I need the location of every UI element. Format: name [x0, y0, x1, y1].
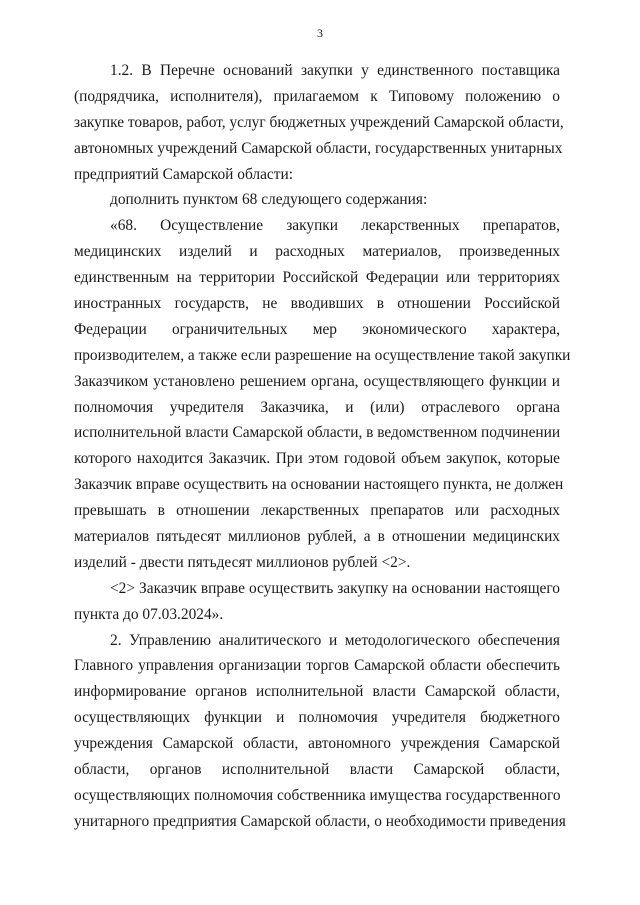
text-line: области, органов исполнительной власти Самарской области, — [74, 761, 560, 779]
text-line: пункта до 07.03.2024». — [74, 605, 224, 623]
page-number: 3 — [317, 26, 323, 40]
text-line: Заказчиком установлено решением органа, осуществляющего функции и — [74, 372, 560, 390]
paragraph-p4 — [74, 576, 560, 628]
text-line: Федерации ограничительных мер экономического характера, — [74, 320, 560, 338]
text-line: исполнительной власти Самарской области, в ведомственном подчинении — [74, 424, 561, 442]
text-line: предприятий Самарской области: — [74, 165, 293, 183]
text-line: материалов пятьдесят миллионов рублей, а в отношении медицинских — [74, 528, 560, 546]
text-line: изделий - двести пятьдесят миллионов рублей <2>. — [74, 553, 411, 571]
text-line: единственным на территории Российской Федерации или территориях — [74, 269, 560, 287]
text-line: Главного управления организации торгов Самарской области обеспечить — [74, 657, 560, 675]
text-line: полномочия учредителя Заказчика, и (или) отраслевого органа — [74, 398, 560, 416]
text-line: производителем, а также если разрешение на осуществление такой закупки — [74, 346, 571, 364]
paragraph-p5 — [74, 628, 566, 835]
text-line: осуществляющих функции и полномочия учредителя бюджетного — [74, 709, 560, 727]
text-line: закупке товаров, работ, услуг бюджетных учреждений Самарской области, — [74, 113, 564, 131]
text-line: 2. Управлению аналитического и методологического обеспечения — [110, 631, 560, 649]
text-line: медицинских изделий и расходных материалов, произведенных — [74, 243, 560, 261]
paragraph-p2 — [74, 187, 560, 213]
text-line: <2> Заказчик вправе осуществить закупку на основании настоящего — [110, 579, 560, 597]
text-line: иностранных государств, не вводивших в отношении Российской — [74, 295, 560, 313]
text-line: (подрядчика, исполнителя), прилагаемом к Типовому положению о — [74, 87, 560, 105]
text-line: учреждения Самарской области, автономного учреждения Самарской — [74, 735, 560, 753]
paragraph-p1 — [74, 58, 564, 187]
text-line: автономных учреждений Самарской области, государственных унитарных — [74, 139, 563, 157]
paragraph-p3 — [74, 213, 571, 575]
text-line: которого находится Заказчик. При этом годовой объем закупок, которые — [74, 450, 560, 468]
text-line: дополнить пунктом 68 следующего содержания: — [110, 191, 428, 209]
text-line: информирование органов исполнительной власти Самарской области, — [74, 683, 560, 701]
text-line: Заказчик вправе осуществить на основании настоящего пункта, не должен — [74, 476, 564, 494]
text-line: 1.2. В Перечне оснований закупки у единственного поставщика — [110, 62, 560, 79]
text-line: превышать в отношении лекарственных препаратов или расходных — [74, 502, 560, 520]
document-body — [74, 58, 571, 835]
text-line: осуществляющих полномочия собственника имущества государственного — [74, 786, 561, 804]
text-line: «68. Осуществление закупки лекарственных препаратов, — [110, 217, 560, 235]
text-line: унитарного предприятия Самарской области, о необходимости приведения — [74, 812, 566, 830]
